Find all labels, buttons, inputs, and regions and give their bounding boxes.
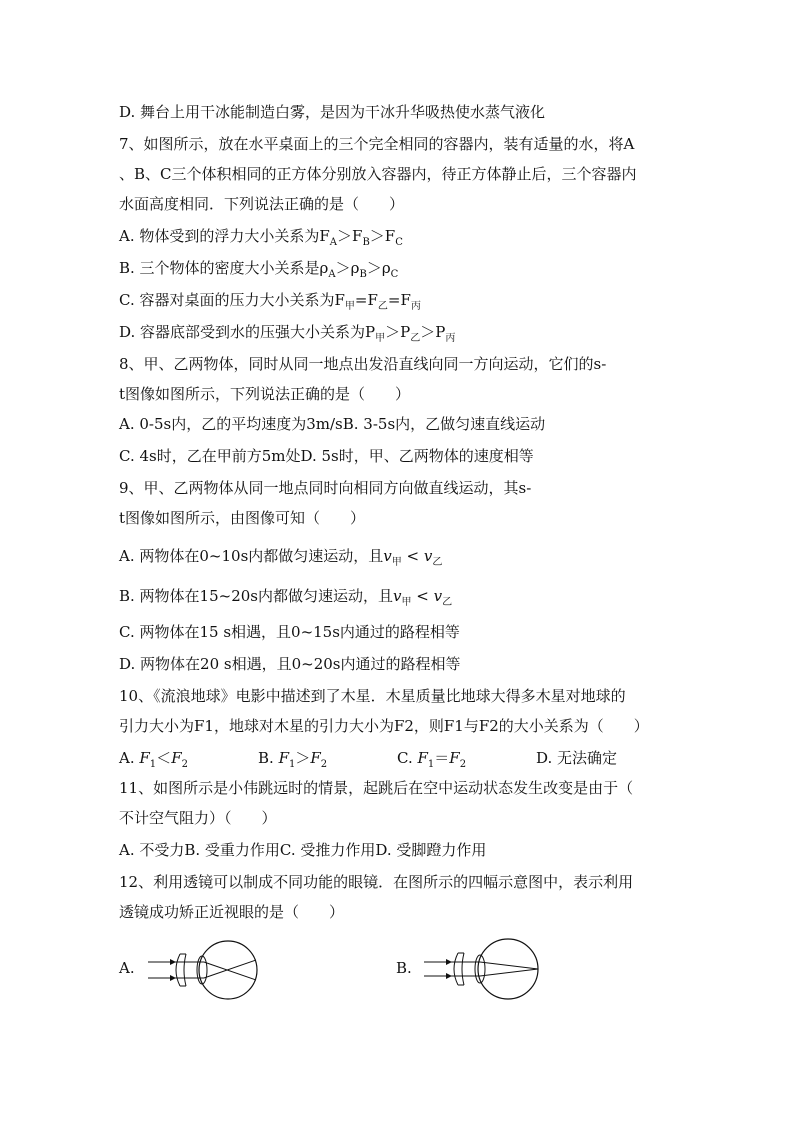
q10-option-a: A. $F_1<F_2$ — [119, 749, 188, 770]
q9-stem-line2: t图像如图所示，由图像可知（ ） — [119, 509, 366, 527]
q9-option-b: B. 两物体在15~20s内都做匀速运动，且$v_甲 < v_乙$ — [119, 587, 453, 608]
q7-stem-line2: 、B、C三个体积相同的正方体分别放入容器内，待正方体静止后，三个容器内 — [119, 165, 637, 183]
q10-option-c: C. $F_1=F_2$ — [397, 749, 467, 770]
q9-option-c: C. 两物体在15 s相遇，且0~15s内通过的路程相等 — [119, 623, 460, 641]
q8-stem-line2: t图像如图所示，下列说法正确的是（ ） — [119, 385, 411, 403]
q8-stem-line1: 8、甲、乙两物体，同时从同一地点出发沿直线向同一方向运动，它们的s- — [119, 355, 607, 373]
q11-stem-line2: 不计空气阻力）（ ） — [119, 809, 277, 827]
q7-option-c: C. 容器对桌面的压力大小关系为$F_甲=F_乙=F_丙$ — [119, 291, 421, 312]
concave-lens-left-icon — [176, 954, 180, 986]
q10-option-b: B. $F_1>F_2$ — [258, 749, 328, 770]
arrow-right-icon — [170, 975, 176, 981]
arrow-right-icon — [170, 959, 176, 965]
q12-figure-b-label: B. — [396, 959, 412, 977]
eye-diagram-b — [424, 936, 544, 1002]
q9-option-a: A. 两物体在0~10s内都做匀速运动，且$v_甲 < v_乙$ — [119, 547, 443, 568]
q11-options: A. 不受力B. 受重力作用C. 受推力作用D. 受脚蹬力作用 — [119, 841, 487, 859]
q10-stem-line1: 10、《流浪地球》电影中描述到了木星．木星质量比地球大得多木星对地球的 — [119, 687, 626, 705]
q6-option-d: D. 舞台上用干冰能制造白雾，是因为干冰升华吸热使水蒸气液化 — [119, 103, 546, 121]
q7-option-d: D. 容器底部受到水的压强大小关系为$P_甲>P_乙>P_丙$ — [119, 323, 456, 344]
concave-lens-left-icon — [454, 953, 458, 985]
q7-option-b: B. 三个物体的密度大小关系是$\rho_A>\rho_B>\rho_C$ — [119, 259, 399, 280]
q10-option-d: D. 无法确定 — [536, 749, 618, 767]
eye-diagram-a — [148, 938, 268, 1002]
q12-stem-line1: 12、利用透镜可以制成不同功能的眼镜．在图所示的四幅示意图中，表示利用 — [119, 873, 634, 891]
q8-options-cd: C. 4s时，乙在甲前方5m处D. 5s时，甲、乙两物体的速度相等 — [119, 447, 534, 465]
q7-option-a: A. 物体受到的浮力大小关系为$F_A>F_B>F_C$ — [119, 227, 403, 248]
q11-stem-line1: 11、如图所示是小伟跳远时的情景，起跳后在空中运动状态发生改变是由于（ — [119, 779, 634, 797]
q12-figure-a-label: A. — [119, 959, 135, 977]
q10-stem-line2: 引力大小为F1，地球对木星的引力大小为F2，则F1与F2的大小关系为（ ） — [119, 717, 649, 735]
q9-option-d: D. 两物体在20 s相遇，且0~20s内通过的路程相等 — [119, 655, 461, 673]
q7-stem-line1: 7、如图所示，放在水平桌面上的三个完全相同的容器内，装有适量的水，将A — [119, 135, 635, 153]
q9-stem-line1: 9、甲、乙两物体从同一地点同时向相同方向做直线运动，其s- — [119, 479, 532, 497]
q7-stem-line3: 水面高度相同．下列说法正确的是（ ） — [119, 195, 405, 213]
q12-figure-a — [148, 938, 268, 1006]
concave-lens-right-icon — [462, 953, 464, 985]
arrow-right-icon — [446, 959, 452, 965]
concave-lens-right-icon — [184, 954, 186, 986]
arrow-right-icon — [446, 973, 452, 979]
q12-figure-b — [424, 936, 544, 1006]
q12-stem-line2: 透镜成功矫正近视眼的是（ ） — [119, 903, 345, 921]
eye-outline-icon — [478, 939, 538, 999]
q8-options-ab: A. 0-5s内，乙的平均速度为3m/sB. 3-5s内，乙做匀速直线运动 — [119, 415, 546, 433]
